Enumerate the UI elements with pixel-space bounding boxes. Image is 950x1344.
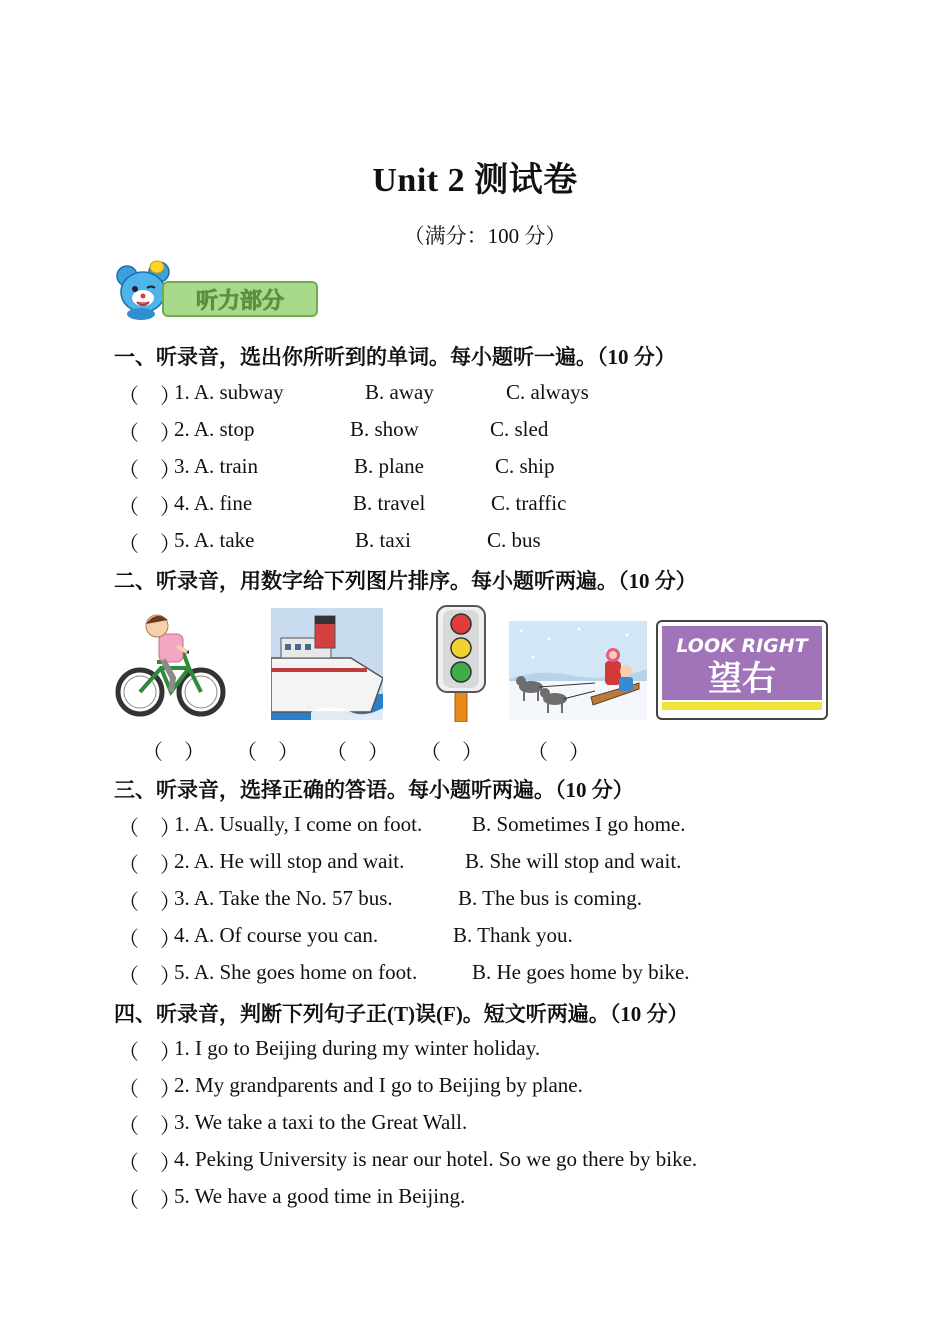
- option-a: 3. A. Take the No. 57 bus.: [174, 886, 393, 910]
- picture-answer-blank[interactable]: （ ）: [236, 740, 299, 764]
- option-b: B. Thank you.: [453, 923, 573, 947]
- option-b: B. show: [350, 417, 419, 441]
- section-2-heading: 二、听录音，用数字给下列图片排序。每小题听两遍。（10 分）: [114, 569, 697, 593]
- option-a: 1. A. subway: [174, 380, 284, 404]
- option-c: C. bus: [487, 528, 541, 552]
- option-b: B. He goes home by bike.: [472, 960, 690, 984]
- section-4-heading: 四、听录音，判断下列句子正(T)误(F)。短文听两遍。（10 分）: [114, 1002, 689, 1026]
- statement-text: 4. Peking University is near our hotel. So we go there by bike.: [174, 1147, 698, 1171]
- option-c: C. sled: [490, 417, 549, 441]
- statement-text: 2. My grandparents and I go to Beijing by plane.: [174, 1073, 583, 1097]
- answer-blank[interactable]: （ ）: [118, 1114, 181, 1138]
- dog-sled-icon: [509, 621, 647, 720]
- option-a: 5. A. take: [174, 528, 255, 552]
- answer-blank[interactable]: （ ）: [118, 384, 181, 408]
- option-b: B. travel: [353, 491, 426, 515]
- answer-blank[interactable]: （ ）: [118, 1040, 181, 1064]
- answer-blank[interactable]: （ ）: [118, 964, 181, 988]
- answer-blank[interactable]: （ ）: [118, 927, 181, 951]
- answer-blank[interactable]: （ ）: [118, 1077, 181, 1101]
- answer-blank[interactable]: （ ）: [118, 495, 181, 519]
- bear-mascot-icon: [117, 261, 169, 320]
- sign-text-english: LOOK RIGHT: [676, 635, 808, 657]
- answer-blank[interactable]: （ ）: [118, 1151, 181, 1175]
- option-a: 5. A. She goes home on foot.: [174, 960, 418, 984]
- picture-answer-blank[interactable]: （ ）: [527, 740, 590, 764]
- option-b: B. She will stop and wait.: [465, 849, 682, 873]
- option-a: 3. A. train: [174, 454, 258, 478]
- ship-icon: [271, 608, 383, 720]
- statement-text: 1. I go to Beijing during my winter holiday.: [174, 1036, 541, 1060]
- sign-text-chinese: 望右: [708, 659, 776, 699]
- option-b: B. away: [365, 380, 434, 404]
- listening-banner: [113, 258, 321, 320]
- statement-text: 5. We have a good time in Beijing.: [174, 1184, 466, 1208]
- boy-riding-bike-icon: [113, 612, 228, 718]
- picture-answer-blank[interactable]: （ ）: [142, 740, 205, 764]
- answer-blank[interactable]: （ ）: [118, 458, 181, 482]
- banner-label: 听力部分: [195, 289, 285, 314]
- option-c: C. always: [506, 380, 589, 404]
- picture-answer-blank[interactable]: （ ）: [326, 740, 389, 764]
- option-c: C. traffic: [491, 491, 567, 515]
- score-note: （满分：100 分）: [403, 224, 567, 248]
- picture-answer-blank[interactable]: （ ）: [420, 740, 483, 764]
- answer-blank[interactable]: （ ）: [118, 853, 181, 877]
- option-a: 4. A. fine: [174, 491, 253, 515]
- traffic-light-icon: [433, 604, 489, 722]
- answer-blank[interactable]: （ ）: [118, 890, 181, 914]
- option-a: 2. A. He will stop and wait.: [174, 849, 405, 873]
- option-b: B. plane: [354, 454, 424, 478]
- option-b: B. The bus is coming.: [458, 886, 642, 910]
- option-b: B. taxi: [355, 528, 411, 552]
- statement-text: 3. We take a taxi to the Great Wall.: [174, 1110, 468, 1134]
- section-3-heading: 三、听录音，选择正确的答语。每小题听两遍。（10 分）: [114, 778, 634, 802]
- option-a: 4. A. Of course you can.: [174, 923, 379, 947]
- option-b: B. Sometimes I go home.: [472, 812, 686, 836]
- option-c: C. ship: [495, 454, 555, 478]
- answer-blank[interactable]: （ ）: [118, 1188, 181, 1212]
- answer-blank[interactable]: （ ）: [118, 532, 181, 556]
- option-a: 2. A. stop: [174, 417, 255, 441]
- look-right-sign-icon: [656, 620, 828, 720]
- section-1-heading: 一、听录音，选出你所听到的单词。每小题听一遍。（10 分）: [114, 345, 676, 369]
- answer-blank[interactable]: （ ）: [118, 816, 181, 840]
- answer-blank[interactable]: （ ）: [118, 421, 181, 445]
- option-a: 1. A. Usually, I come on foot.: [174, 812, 423, 836]
- page-title: Unit 2 测试卷: [372, 162, 578, 199]
